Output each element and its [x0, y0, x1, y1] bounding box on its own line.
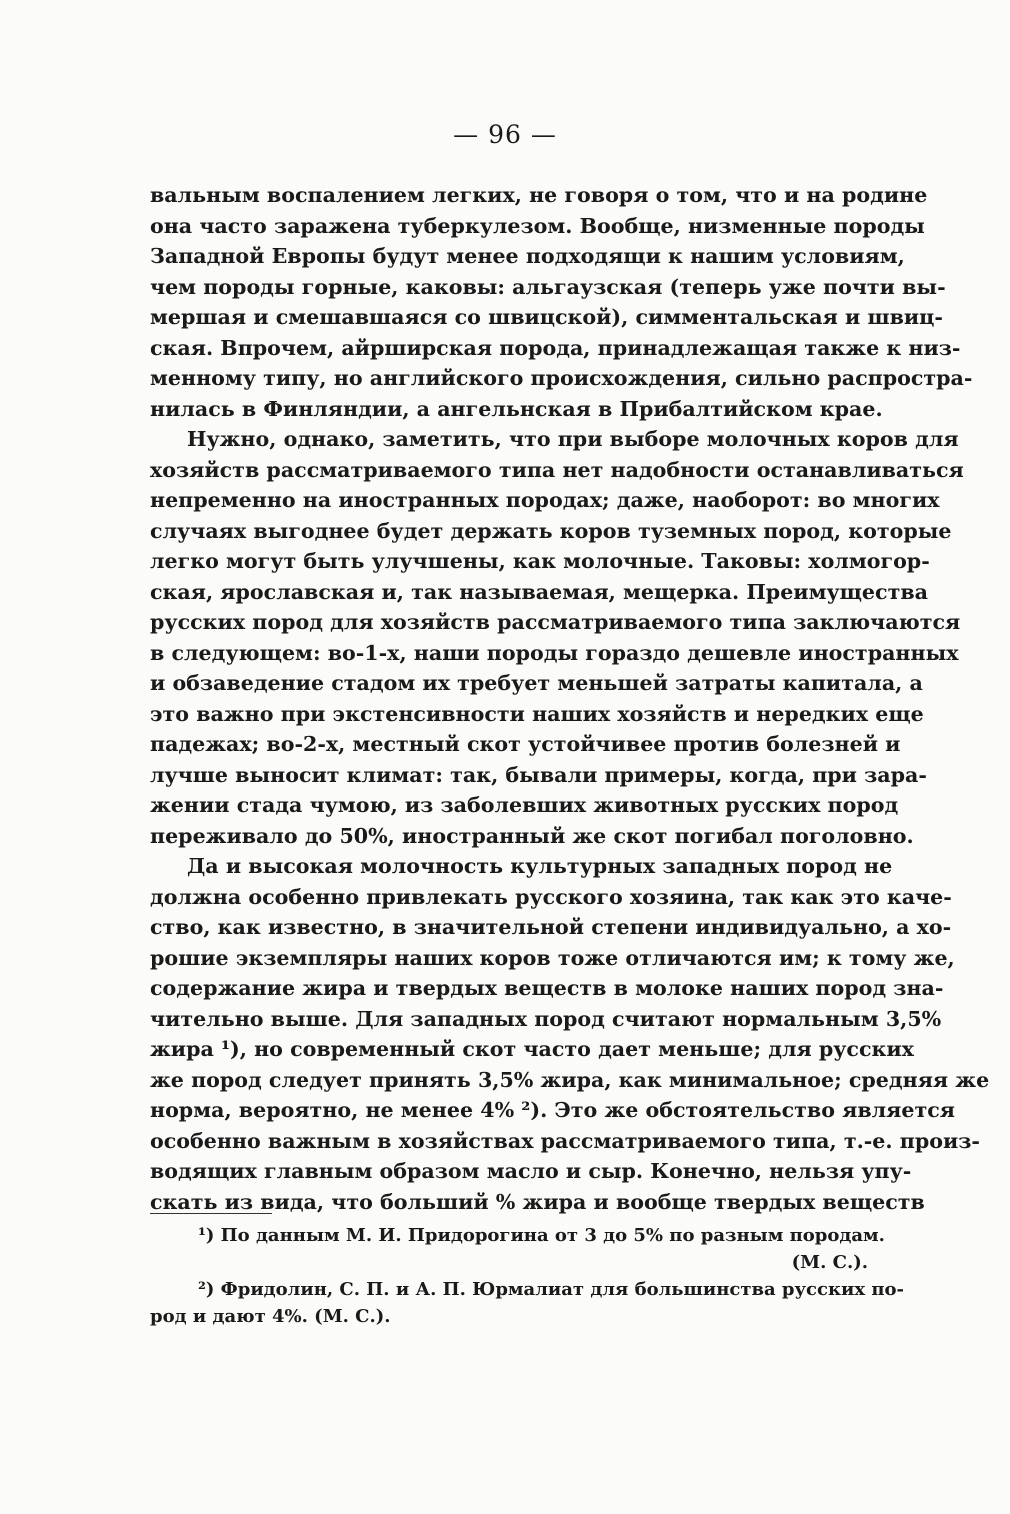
text-line: рошие экземпляры наших коров тоже отличаются им; к тому же, — [150, 945, 955, 970]
paragraph-1 — [150, 180, 973, 424]
text-line: норма, вероятно, не менее 4% ²). Это же обстоятельство является — [150, 1098, 955, 1122]
text-line: лучше выносит климат: так, бывали примеры, когда, при зара- — [150, 762, 927, 787]
footnotes — [150, 1222, 904, 1330]
text-line: хозяйств рассматриваемого типа нет надобности останавливаться — [150, 457, 964, 482]
text-line: случаях выгоднее будет держать коров туземных пород, которые — [150, 518, 952, 543]
text-line: особенно важным в хозяйствах рассматриваемого типа, т.-е. произ- — [150, 1128, 980, 1153]
text-line: легко могут быть улучшены, как молочные. Таковы: холмогор- — [150, 549, 930, 573]
text-line: ская. Впрочем, айрширская порода, принадлежащая также к низ- — [150, 335, 961, 360]
text-line: чем породы горные, каковы: альгаузская (теперь уже почти вы- — [150, 274, 946, 299]
text-line: ство, как известно, в значительной степени индивидуально, а хо- — [150, 915, 952, 939]
text-line: должна особенно привлекать русского хозяина, так как это каче- — [150, 884, 952, 909]
text-line: нилась в Финляндии, а ангельнская в Прибалтийском крае. — [150, 396, 883, 421]
text-line: мершая и смешавшаяся со швицской), симментальская и швиц- — [150, 305, 943, 329]
text-line: чительно выше. Для западных пород считают нормальным 3,5% — [150, 1006, 942, 1031]
text-line: жира ¹), но современный скот часто дает меньше; для русских — [150, 1037, 914, 1061]
body-text — [150, 180, 990, 1217]
text-line: жении стада чумою, из заболевших животных русских пород — [150, 793, 899, 817]
text-line: и обзаведение стадом их требует меньшей затраты капитала, а — [150, 671, 923, 695]
text-line: скать из вида, что больший % жира и вообще твердых веществ — [150, 1189, 925, 1214]
paragraph-3 — [150, 851, 990, 1217]
text-line: переживало до 50%, иностранный же скот погибал поголовно. — [150, 823, 914, 848]
text-line: Да и высокая молочность культурных западных пород не — [187, 854, 893, 878]
footnote-2-continuation: род и дают 4%. (М. С.). — [150, 1306, 391, 1327]
text-line: же пород следует принять 3,5% жира, как минимальное; средняя же — [150, 1067, 990, 1092]
footnote-divider — [150, 1213, 272, 1214]
text-line: падежах; во-2-х, местный скот устойчивее против болезней и — [150, 732, 901, 756]
text-line: ская, ярославская и, так называемая, мещерка. Преимущества — [150, 579, 928, 604]
page-number: — 96 — — [453, 120, 557, 149]
text-line: содержание жира и твердых веществ в молоке наших пород зна- — [150, 976, 944, 1000]
paragraph-2 — [150, 424, 964, 851]
text-line: она часто заражена туберкулезом. Вообще, низменные породы — [150, 213, 925, 238]
text-line: это важно при экстенсивности наших хозяйств и нередких еще — [150, 701, 924, 726]
text-line: русских пород для хозяйств рассматриваемого типа заключаются — [150, 610, 961, 634]
text-line: в следующем: во-1-х, наши породы гораздо дешевле иностранных — [150, 640, 959, 665]
text-line: непременно на иностранных породах; даже, наоборот: во многих — [150, 488, 940, 512]
text-line: Западной Европы будут менее подходящи к нашим условиям, — [150, 244, 905, 268]
text-line: вальным воспалением легких, не говоря о том, что и на родине — [150, 183, 928, 207]
footnote-2: ²) Фридолин, С. П. и А. П. Юрмалиат для большинства русских по- — [198, 1279, 904, 1300]
text-line: водящих главным образом масло и сыр. Конечно, нельзя упу- — [150, 1159, 912, 1183]
footnote-1-attribution: (М. С.). — [791, 1252, 868, 1273]
text-line: менному типу, но английского происхождения, сильно распростра- — [150, 366, 973, 390]
text-line: Нужно, однако, заметить, что при выборе молочных коров для — [187, 427, 959, 451]
footnote-1: ¹) По данным М. И. Придорогина от 3 до 5% по разным породам. — [198, 1225, 885, 1246]
